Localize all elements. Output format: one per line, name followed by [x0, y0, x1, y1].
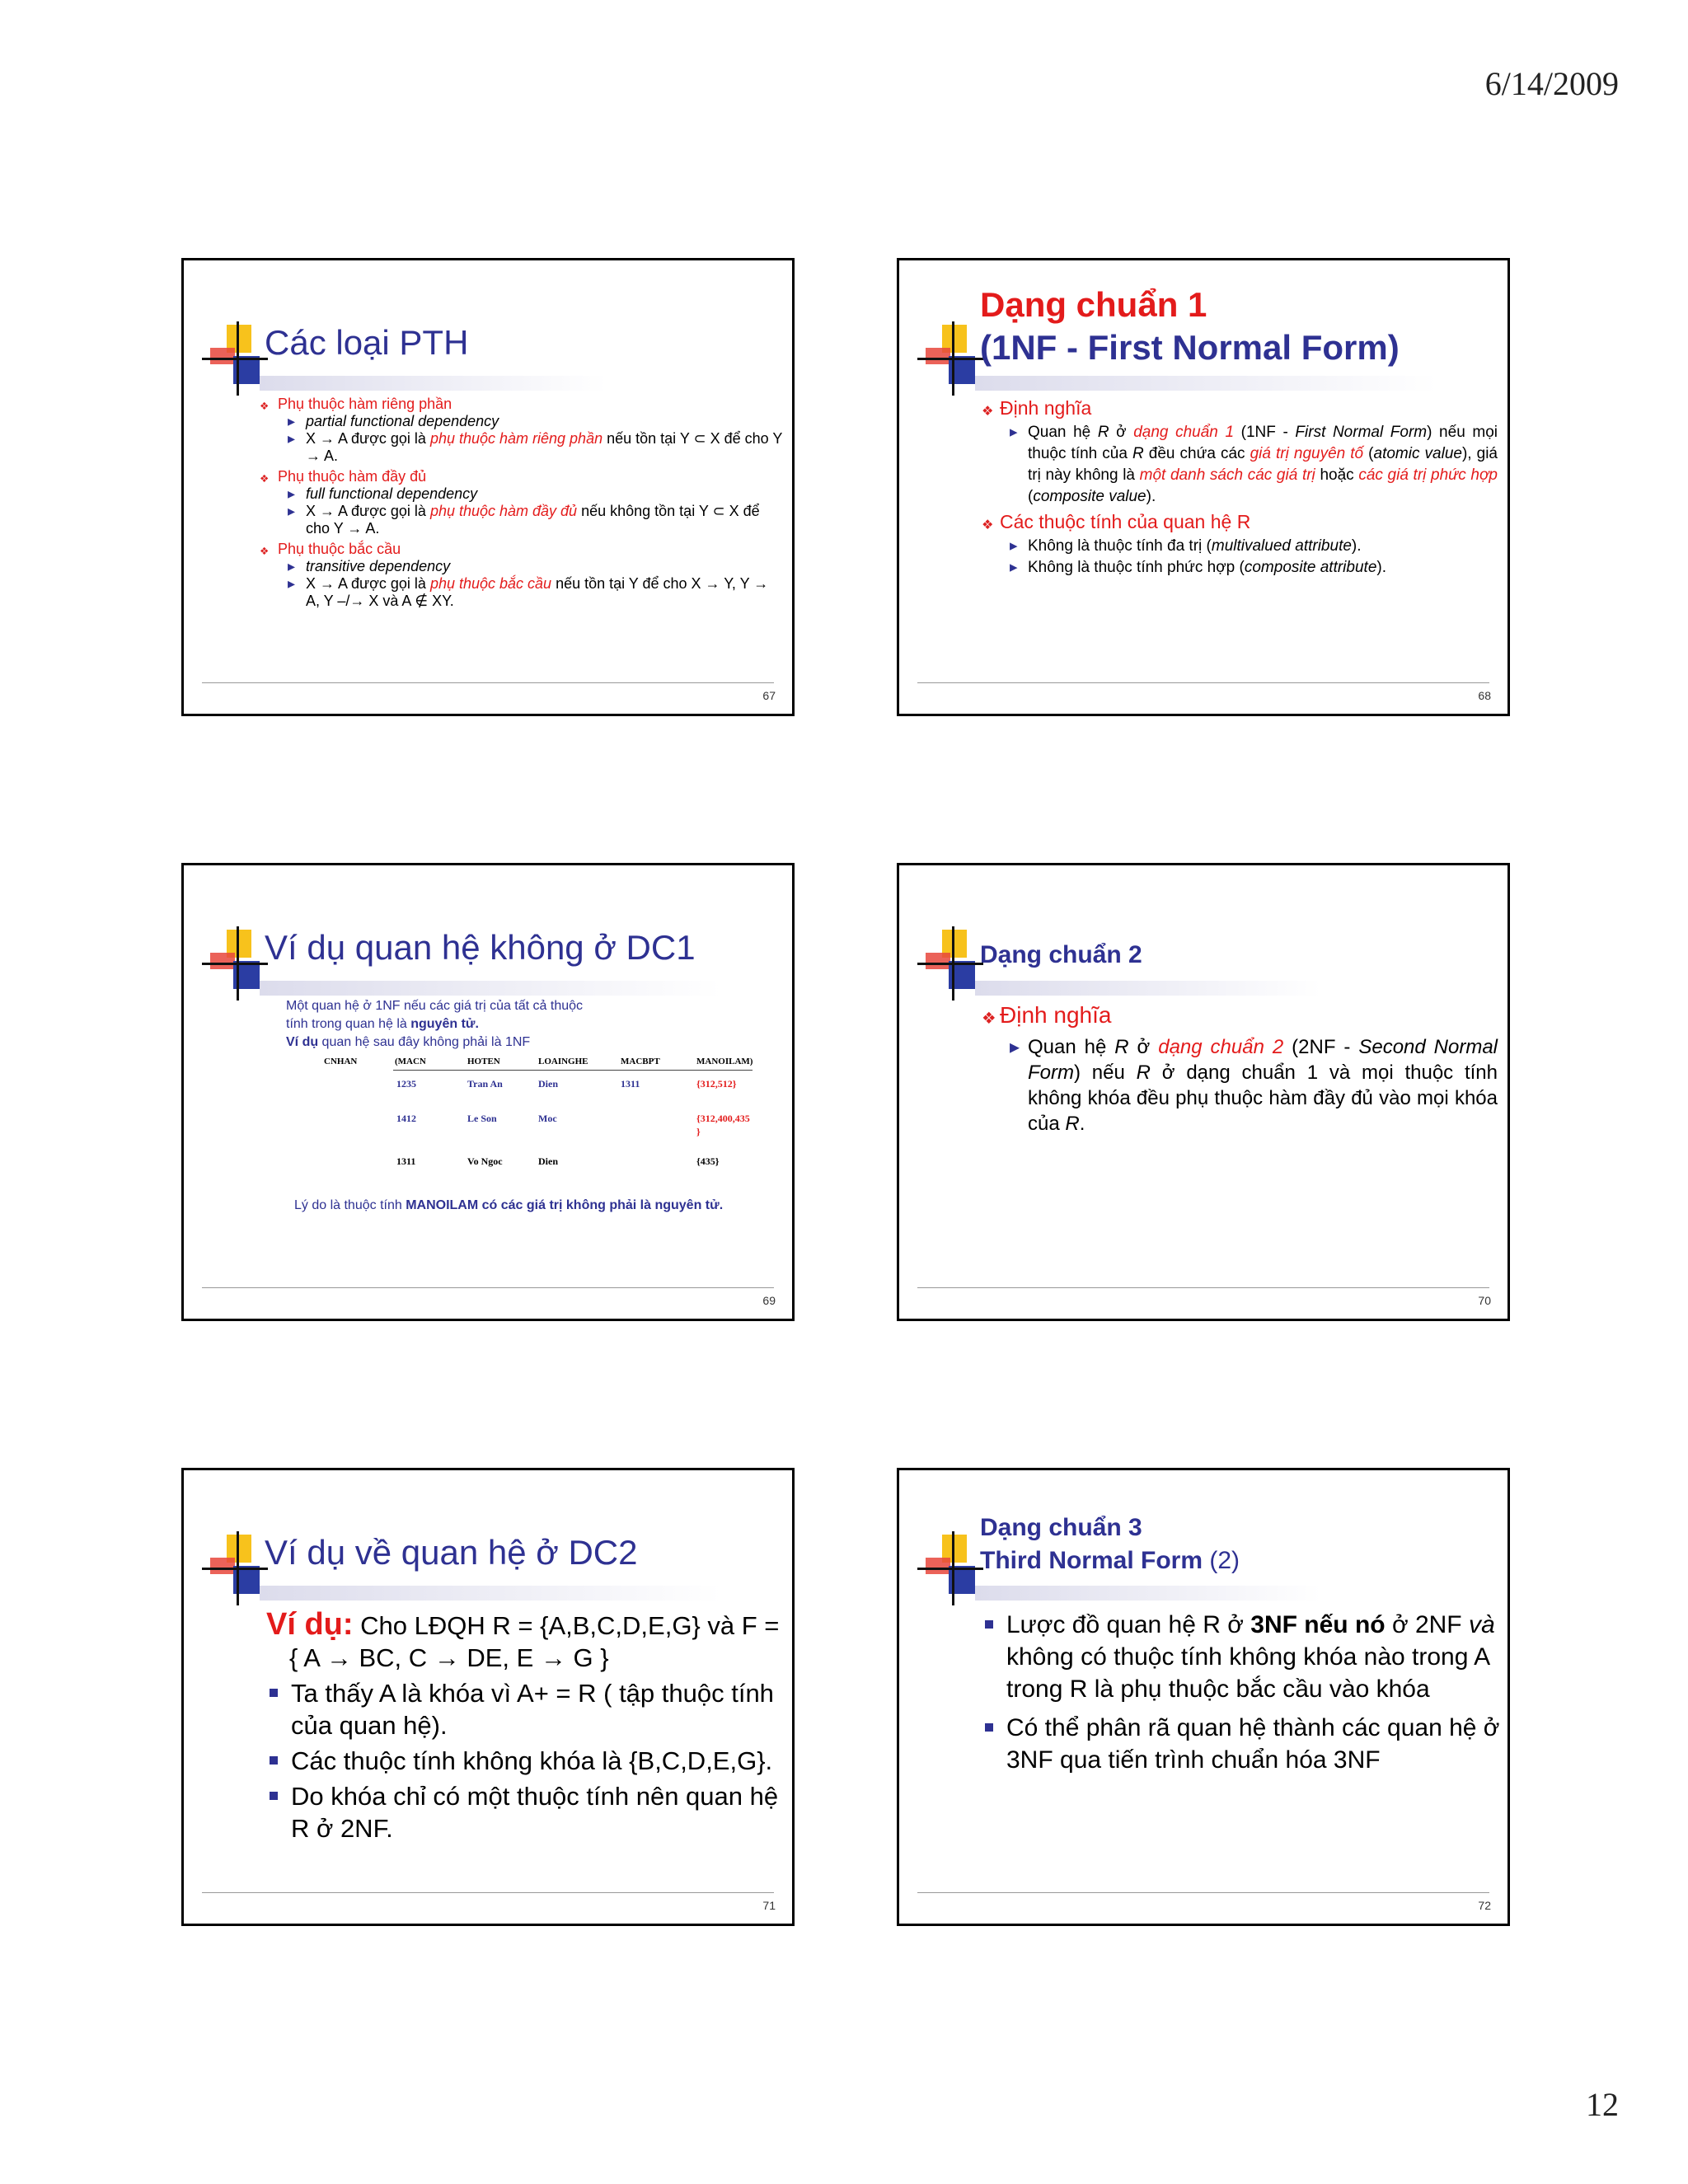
- list-item: ▸ transitive dependency: [283, 558, 784, 575]
- table-header: HOTEN: [467, 1057, 500, 1066]
- slide-number: 69: [762, 1294, 776, 1307]
- list-item: ❖ Định nghĩa: [978, 1002, 1498, 1028]
- table-cell: {312,400,435: [696, 1113, 750, 1124]
- table-header: LOAINGHE: [538, 1057, 588, 1066]
- definition-list: [978, 397, 1498, 579]
- slide-title: Các loại PTH: [265, 323, 469, 362]
- list-item: ❖ Phụ thuộc bắc cầu: [256, 541, 784, 558]
- list-item: Ta thấy A là khóa vì A+ = R ( tập thuộc tính của quan hệ).: [266, 1677, 785, 1741]
- table-cell: Moc: [538, 1113, 557, 1124]
- table-cell: 1412: [396, 1113, 416, 1124]
- definition-list: [978, 1002, 1498, 1137]
- slide-number: 70: [1478, 1294, 1491, 1307]
- list-item: Lược đồ quan hệ R ở 3NF nếu nó ở 2NF và không có thuộc tính không khóa nào trong A trong R là phụ thuộc bắc cầu vào khóa: [982, 1609, 1501, 1705]
- page-date: 6/14/2009: [1484, 65, 1619, 102]
- slide-logo-icon: [917, 1535, 983, 1609]
- table-cell: Dien: [538, 1155, 558, 1167]
- pth-list: [256, 396, 784, 610]
- list-item: ▸ Không là thuộc tính phức hợp (composite attribute).: [1005, 557, 1498, 579]
- table-cell: {435}: [696, 1155, 720, 1167]
- table-cell: 1311: [396, 1155, 416, 1167]
- slide-68: [897, 258, 1510, 716]
- table-cell: {312,512}: [696, 1078, 737, 1090]
- slide-number: 68: [1478, 689, 1491, 702]
- slide-title: Dạng chuẩn 3 Third Normal Form (2): [980, 1514, 1240, 1574]
- list-item: Các thuộc tính không khóa là {B,C,D,E,G}.: [266, 1745, 785, 1777]
- slide-title: Ví dụ về quan hệ ở DC2: [265, 1533, 638, 1572]
- table-cell: 1235: [396, 1078, 416, 1090]
- list-item: ▸ Quan hệ R ở dạng chuẩn 2 (2NF - Second Normal Form) nếu R ở dạng chuẩn 1 và mọi thuộc tính không khóa đều phụ thuộc hàm đầy đủ vào mọi khóa của R.: [1005, 1034, 1498, 1137]
- slide-number: 67: [762, 689, 776, 702]
- nf3-list: [982, 1609, 1501, 1776]
- example-block: Ví dụ: Cho LĐQH R = {A,B,C,D,E,G} và F = { A → BC, C → DE, E → G } Ta thấy A là khóa vì A+ = R ( tập thuộc tính của quan hệ). Các thuộc tính không khóa là {B,C,D,E,G}. Do khóa chỉ có một thuộc tính nên quan hệ R ở 2NF.: [266, 1609, 785, 1844]
- slide-70: [897, 863, 1510, 1321]
- table-header: MACBPT: [621, 1057, 660, 1066]
- slide-title: Ví dụ quan hệ không ở DC1: [265, 928, 696, 967]
- slide-logo-icon: [202, 1535, 268, 1609]
- list-item: ▸ partial functional dependency: [283, 413, 784, 430]
- table-cell: Dien: [538, 1078, 558, 1090]
- list-item: ❖ Các thuộc tính của quan hệ R: [978, 511, 1498, 532]
- slide-67: [181, 258, 795, 716]
- list-item: ▸ Không là thuộc tính đa trị (multivalued attribute).: [1005, 536, 1498, 557]
- slide-title: Dạng chuẩn 1 (1NF - First Normal Form): [980, 285, 1400, 367]
- slide-logo-icon: [917, 325, 983, 399]
- list-item: Có thể phân rã quan hệ thành các quan hệ ở 3NF qua tiến trình chuẩn hóa 3NF: [982, 1712, 1501, 1776]
- slide-title: Dạng chuẩn 2: [980, 941, 1142, 968]
- list-item: ▸ X → A được gọi là phụ thuộc bắc cầu nếu tồn tại Y để cho X → Y, Y → A, Y –/→ X và A ∉ XY.: [283, 575, 784, 610]
- table-header: MANOILAM): [696, 1057, 753, 1066]
- table-cell: Tran An: [467, 1078, 503, 1090]
- table-header: CNHAN: [324, 1057, 358, 1066]
- list-item: ▸ X → A được gọi là phụ thuộc hàm đầy đủ nếu không tồn tại Y ⊂ X để cho Y → A.: [283, 503, 784, 537]
- list-item: ❖ Định nghĩa: [978, 397, 1498, 419]
- list-item: ▸ Quan hệ R ở dạng chuẩn 1 (1NF - First Normal Form) nếu mọi thuộc tính của R đều chứa các giá trị nguyên tố (atomic value), giá trị này không là một danh sách các giá trị hoặc các giá trị phức hợp (composite value).: [1005, 422, 1498, 508]
- table-cell: Le Son: [467, 1113, 497, 1124]
- reason-text: Lý do là thuộc tính MANOILAM có các giá trị không phải là nguyên tử.: [294, 1198, 724, 1212]
- table-header: (MACN: [395, 1057, 426, 1066]
- slide-logo-icon: [202, 325, 268, 399]
- list-item: ▸ X → A được gọi là phụ thuộc hàm riêng phần nếu tồn tại Y ⊂ X để cho Y → A.: [283, 430, 784, 465]
- table-cell: 1311: [621, 1078, 640, 1090]
- list-item: Do khóa chỉ có một thuộc tính nên quan hệ R ở 2NF.: [266, 1780, 785, 1844]
- slide-69: [181, 863, 795, 1321]
- list-item: ❖ Phụ thuộc hàm riêng phần: [256, 396, 784, 413]
- table-cell: Vo Ngoc: [467, 1155, 503, 1167]
- slide-logo-icon: [917, 930, 983, 1004]
- list-item: ❖ Phụ thuộc hàm đầy đủ: [256, 468, 784, 485]
- list-item: ▸ full functional dependency: [283, 485, 784, 503]
- page-number: 12: [1586, 2086, 1619, 2123]
- slide-71: [181, 1468, 795, 1926]
- slide-number: 71: [762, 1899, 776, 1912]
- relation-table: [184, 865, 795, 1277]
- intro-text: Một quan hệ ở 1NF nếu các giá trị của tất cả thuộc tính trong quan hệ là nguyên tử. Ví dụ quan hệ sau đây không phải là 1NF: [286, 999, 584, 1049]
- slide-number: 72: [1478, 1899, 1491, 1912]
- table-cell: }: [696, 1126, 701, 1137]
- slide-72: [897, 1468, 1510, 1926]
